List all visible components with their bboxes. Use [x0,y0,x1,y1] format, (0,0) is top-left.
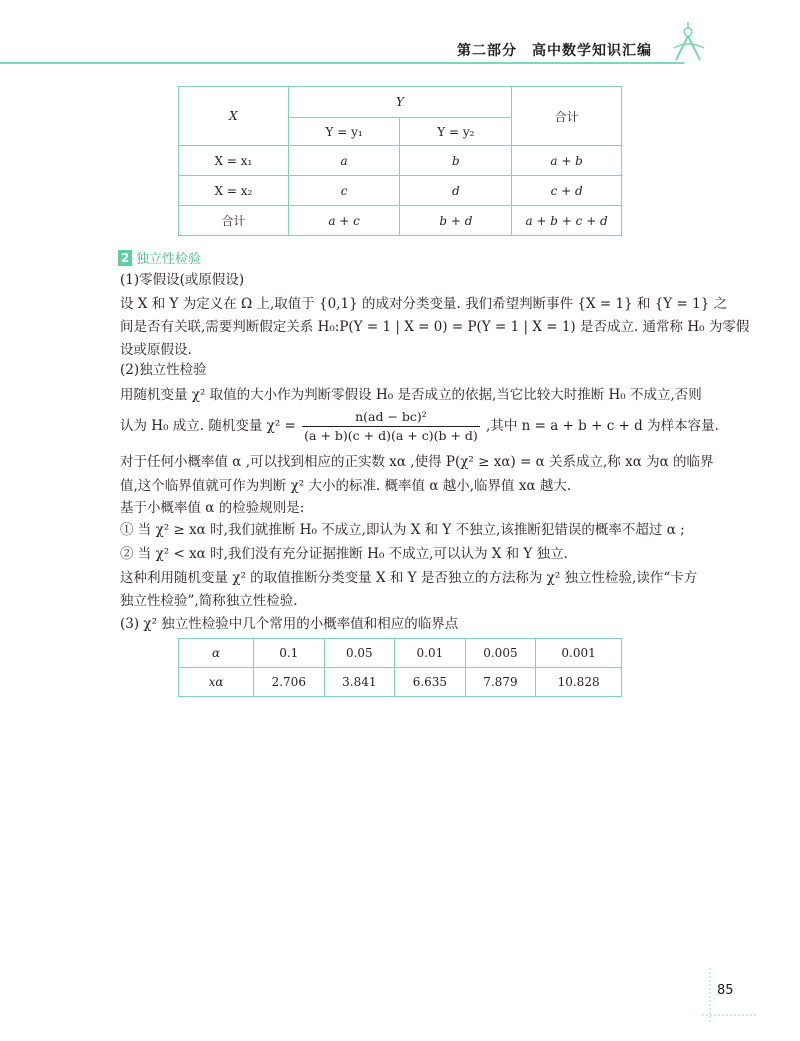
table-cell: a + b + c + d [512,206,622,236]
table-cell: b + d [400,206,512,236]
paragraph-line: 值,这个临界值就可作为判断 χ² 大小的标准. 概率值 α 越小,临界值 xα 越大. [120,478,572,494]
table-cell: d [400,176,512,206]
paragraph-line: 设 X 和 Y 为定义在 Ω 上,取值于 {0,1} 的成对分类变量. 我们希望判断事件 {X = 1} 和 {Y = 1} 之 [120,296,728,312]
section-heading [118,248,201,267]
row-label: X = x₂ [179,176,289,206]
paragraph-line: (2)独立性检验 [120,362,207,378]
table-cell: a + b [512,146,622,176]
paragraph-line: 对于任何小概率值 α ,可以找到相应的正实数 xα ,使得 P(χ² ≥ xα) = α 关系成立,称 xα 为α 的临界 [120,454,714,470]
paragraph-line: 这种利用随机变量 χ² 的取值推断分类变量 X 和 Y 是否独立的方法称为 χ² 独立性检验,读作“卡方 [120,570,698,586]
table-cell: 0.05 [324,639,395,668]
y-header: Y [288,87,511,118]
total-header: 合计 [512,87,622,146]
critical-value-table [178,638,622,697]
rule-line: ① 当 χ² ≥ xα 时,我们就推断 H₀ 不成立,即认为 X 和 Y 不独立,该推断犯错误的概率不超过 α ; [120,522,685,538]
section-number: 2 [118,250,132,266]
table-cell: c [288,176,400,206]
fraction-denominator: (a + b)(c + d)(a + c)(b + d) [304,428,478,443]
table-cell: 0.001 [536,639,622,668]
paragraph-line: 基于小概率值 α 的检验规则是: [120,500,305,516]
table-cell: c + d [512,176,622,206]
paragraph-line: 间是否有关联,需要判断假定关系 H₀:P(Y = 1 | X = 0) = P(Y = 1 | X = 1) 是否成立. 通常称 H₀ 为零假 [120,319,750,335]
table-cell: 0.01 [395,639,466,668]
paragraph-line: 独立性检验”,简称独立性检验. [120,593,298,609]
table-cell: 0.1 [254,639,325,668]
contingency-table [178,86,622,236]
row-label: 合计 [179,206,289,236]
formula-line [120,406,719,446]
table-cell: b [400,146,512,176]
y1-header: Y = y₁ [288,118,400,146]
formula-prefix: 认为 H₀ 成立. 随机变量 χ² = [120,418,296,434]
table-cell: 2.706 [254,668,325,697]
table-cell: 10.828 [536,668,622,697]
table-cell: 0.005 [465,639,536,668]
row-label: X = x₁ [179,146,289,176]
compass-icon [664,18,712,62]
paragraph-line: 用随机变量 χ² 取值的大小作为判断零假设 H₀ 是否成立的依据,当它比较大时推断 H₀ 不成立,否则 [120,387,702,403]
table-cell: 3.841 [324,668,395,697]
paragraph-line: 设或原假设. [120,342,192,358]
paragraph-line: (1)零假设(或原假设) [120,272,245,288]
section-title: 独立性检验 [136,252,202,267]
chi-square-fraction [302,408,480,445]
table-cell: 7.879 [465,668,536,697]
paragraph-line: (3) χ² 独立性检验中几个常用的小概率值和相应的临界点 [120,616,459,632]
table-cell: a [288,146,400,176]
rule-line: ② 当 χ² < xα 时,我们没有充分证据推断 H₀ 不成立,可以认为 X 和 Y 独立. [120,546,568,562]
formula-suffix: ,其中 n = a + b + c + d 为样本容量. [486,418,719,434]
page-number: 85 [717,983,734,998]
y2-header: Y = y₂ [400,118,512,146]
alpha-label: α [179,639,254,668]
page-header-title: 第二部分 高中数学知识汇编 [457,43,652,59]
header-rule [0,62,684,64]
table-cell: a + c [288,206,400,236]
x-header: X [179,87,289,146]
table-cell: 6.635 [395,668,466,697]
x-alpha-label: xα [179,668,254,697]
fraction-numerator: n(ad − bc)² [302,408,480,427]
